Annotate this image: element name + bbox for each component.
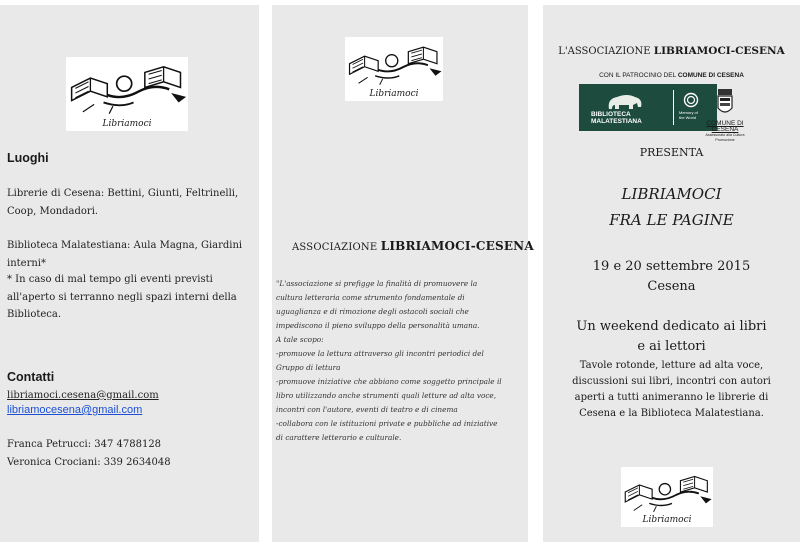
desc-line-4: Cesena e la Biblioteca Malatestiana. — [579, 408, 764, 419]
email-link-2[interactable]: libriamocesena@gmail.com — [7, 404, 143, 416]
body-line-1: "L'associazione si prefigge la finalità di promuovere la — [276, 279, 478, 288]
body-line-3: uguaglianza e di rimozione degli ostacoli sociali che — [276, 307, 469, 316]
biblioteca-malatestiana-logo — [579, 84, 717, 131]
note-line-3: Biblioteca. — [7, 309, 62, 320]
elephant-icon — [605, 91, 645, 113]
body-line-8: -promuove iniziative che abbiano come soggetto principale il — [276, 377, 502, 386]
assoc-prefix: ASSOCIAZIONE — [292, 242, 381, 253]
panel-copertina — [543, 5, 800, 542]
event-title-line-1: LIBRIAMOCI — [621, 185, 722, 203]
comune-logo-line-1: COMUNE DI CESENA — [706, 120, 744, 133]
biblioteca-logo-line-1: BIBLIOTECA — [591, 110, 631, 118]
memory-line-2: the World — [679, 115, 697, 120]
patrocinio-name: COMUNE DI CESENA — [677, 72, 744, 79]
libriamoci-logo — [345, 37, 443, 101]
body-line-6: -promuove la lettura attraverso gli incontri periodici del — [276, 349, 484, 358]
biblioteca-logo-line-2: MALATESTIANA — [591, 117, 642, 125]
contatti-heading: Contatti — [7, 370, 55, 384]
logo-caption: Libriamoci — [642, 515, 692, 525]
logo-divider — [673, 90, 674, 125]
memory-of-world-icon — [683, 92, 699, 108]
cover-assoc-heading — [543, 45, 800, 57]
contact-veronica: Veronica Crociani: 339 2634048 — [7, 457, 171, 468]
patrocinio-prefix: CON IL PATROCINIO DEL — [599, 72, 678, 79]
libriamoci-logo — [621, 467, 713, 527]
contact-franca: Franca Petrucci: 347 4788128 — [7, 439, 162, 450]
biblioteca-line-1: Biblioteca Malatestiana: Aula Magna, Giardini — [7, 240, 243, 251]
patrocinio-line — [543, 72, 800, 79]
event-city: Cesena — [647, 279, 696, 294]
body-line-5: A tale scopo: — [276, 335, 324, 344]
logo-caption: Libriamoci — [369, 89, 419, 99]
desc-line-1: Tavole rotonde, letture ad alta voce, — [579, 360, 764, 371]
desc-line-3: aperti a tutti animeranno le librerie di — [574, 392, 769, 403]
email-link-1[interactable]: libriamoci.cesena@gmail.com — [7, 390, 159, 401]
assoc-name: LIBRIAMOCI-CESENA — [380, 239, 534, 253]
librerie-line-1: Librerie di Cesena: Bettini, Giunti, Feltrinelli, — [7, 188, 239, 199]
note-line-1: * In caso di mal tempo gli eventi previsti — [7, 274, 213, 285]
cover-assoc-name: LIBRIAMOCI-CESENA — [653, 45, 785, 57]
librerie-line-2: Coop, Mondadori. — [7, 206, 99, 217]
event-date: 19 e 20 settembre 2015 — [592, 259, 751, 274]
comune-crest-icon — [714, 88, 736, 118]
luoghi-heading: Luoghi — [7, 151, 49, 165]
body-line-4: impediscono il pieno sviluppo della personalità umana. — [276, 321, 480, 330]
note-line-2: all'aperto si terranno negli spazi interni della — [7, 292, 237, 303]
assoc-heading — [292, 239, 534, 253]
presenta-label: PRESENTA — [639, 146, 704, 159]
libriamoci-logo — [66, 57, 188, 131]
logo-caption: Libriamoci — [102, 119, 152, 129]
body-line-10: incontri con l'autore, eventi di teatro e di cinema — [276, 405, 458, 414]
comune-logo-caption — [699, 121, 751, 143]
panel-associazione — [272, 5, 534, 542]
body-line-7: Gruppo di lettura — [276, 363, 341, 372]
body-line-12: di carattere letterario e culturale. — [276, 433, 402, 442]
comune-logo-line-2: Assessorato alla Cultura Promozione — [705, 133, 745, 142]
biblioteca-line-2: interni* — [7, 258, 46, 269]
cover-assoc-prefix: L'ASSOCIAZIONE — [558, 46, 654, 57]
panel-luoghi-contatti — [0, 5, 259, 542]
event-title-line-2: FRA LE PAGINE — [609, 211, 734, 229]
weekend-line-2: e ai lettori — [637, 339, 706, 354]
body-line-11: -collabora con le istituzioni private e pubbliche ad iniziative — [276, 419, 498, 428]
body-line-2: cultura letteraria come strumento fondamentale di — [276, 293, 465, 302]
memory-line-1: Memory of — [679, 110, 698, 115]
weekend-line-1: Un weekend dedicato ai libri — [576, 319, 767, 334]
desc-line-2: discussioni sui libri, incontri con autori — [572, 376, 771, 387]
body-line-9: libro utilizzando anche strumenti quali letture ad alta voce, — [276, 391, 497, 400]
